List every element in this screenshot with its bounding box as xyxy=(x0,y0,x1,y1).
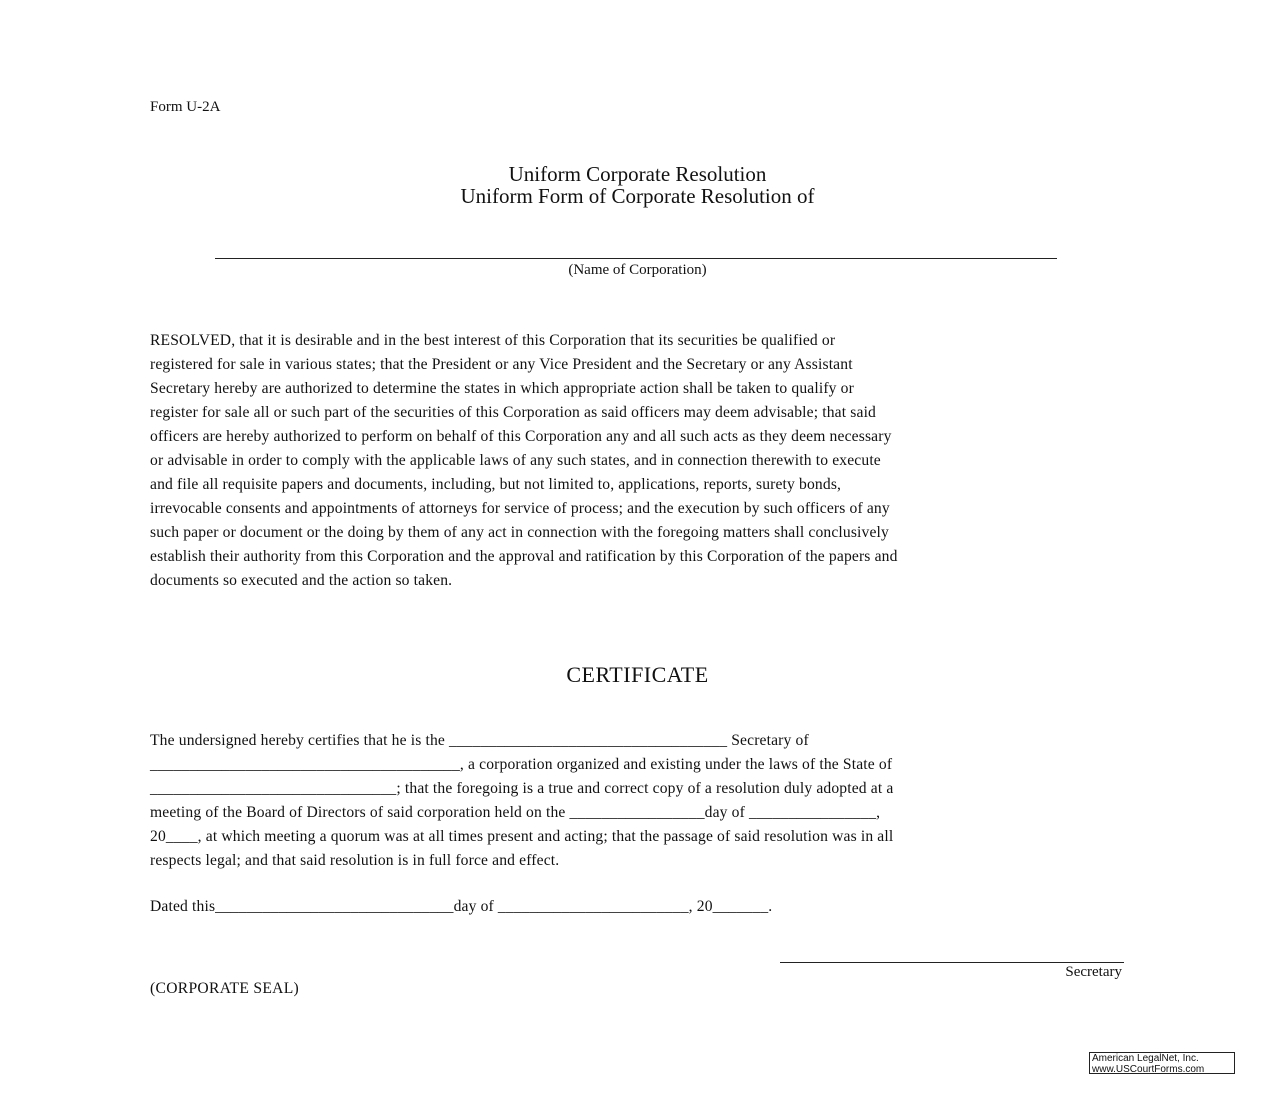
certificate-line: The undersigned hereby certifies that he is the ___________________________________ Secretary of xyxy=(150,732,809,749)
certificate-line: 20____, at which meeting a quorum was at all times present and acting; that the passage of said resolution was in all xyxy=(150,828,894,845)
certificate-line: _______________________________; that the foregoing is a true and correct copy of a resolution duly adopted at a xyxy=(150,780,894,797)
signature-label: Secretary xyxy=(1065,964,1122,980)
resolution-paragraph xyxy=(150,329,1140,593)
dated-line: Dated this______________________________day of ________________________, 20_______. xyxy=(150,898,773,915)
publisher-stamp xyxy=(1089,1052,1235,1074)
resolution-line: such paper or document or the doing by them of any act in connection with the foregoing matters shall conclusively xyxy=(150,524,889,541)
signature-blank-line[interactable] xyxy=(780,962,1124,963)
resolution-line: documents so executed and the action so taken. xyxy=(150,572,453,589)
resolution-line: irrevocable consents and appointments of attorneys for service of process; and the execution by such officers of any xyxy=(150,500,890,517)
resolution-line: or advisable in order to comply with the applicable laws of any such states, and in connection therewith to execute xyxy=(150,452,881,469)
resolution-line: and file all requisite papers and documents, including, but not limited to, applications, reports, surety bonds, xyxy=(150,476,842,493)
resolution-line: RESOLVED, that it is desirable and in the best interest of this Corporation that its securities be qualified or xyxy=(150,332,836,349)
certificate-line: respects legal; and that said resolution is in full force and effect. xyxy=(150,852,560,869)
corporate-seal-label: (CORPORATE SEAL) xyxy=(150,980,300,997)
certificate-paragraph xyxy=(150,729,1140,873)
certificate-line: meeting of the Board of Directors of said corporation held on the _________________day of ________________, xyxy=(150,804,881,821)
resolution-line: register for sale all or such part of the securities of this Corporation as said officers may deem advisable; that said xyxy=(150,404,876,421)
resolution-line: registered for sale in various states; that the President or any Vice President and the Secretary or any Assistant xyxy=(150,356,853,373)
document-title: Uniform Corporate Resolution xyxy=(508,162,767,186)
document-subtitle: Uniform Form of Corporate Resolution of xyxy=(460,184,815,208)
resolution-line: Secretary hereby are authorized to determine the states in which appropriate action shall be taken to qualify or xyxy=(150,380,854,397)
publisher-name: American LegalNet, Inc. xyxy=(1092,1053,1199,1064)
certificate-line: _______________________________________, a corporation organized and existing under the laws of the State of xyxy=(150,756,893,773)
certificate-title: CERTIFICATE xyxy=(566,662,709,687)
corporation-name-blank-line[interactable] xyxy=(215,258,1057,259)
publisher-url: www.USCourtForms.com xyxy=(1092,1063,1205,1075)
resolution-line: officers are hereby authorized to perform on behalf of this Corporation any and all such acts as they deem necessary xyxy=(150,428,892,445)
corporation-name-caption: (Name of Corporation) xyxy=(568,262,707,278)
form-id: Form U-2A xyxy=(150,99,221,115)
resolution-line: establish their authority from this Corporation and the approval and ratification by this Corporation of the papers and xyxy=(150,548,898,565)
